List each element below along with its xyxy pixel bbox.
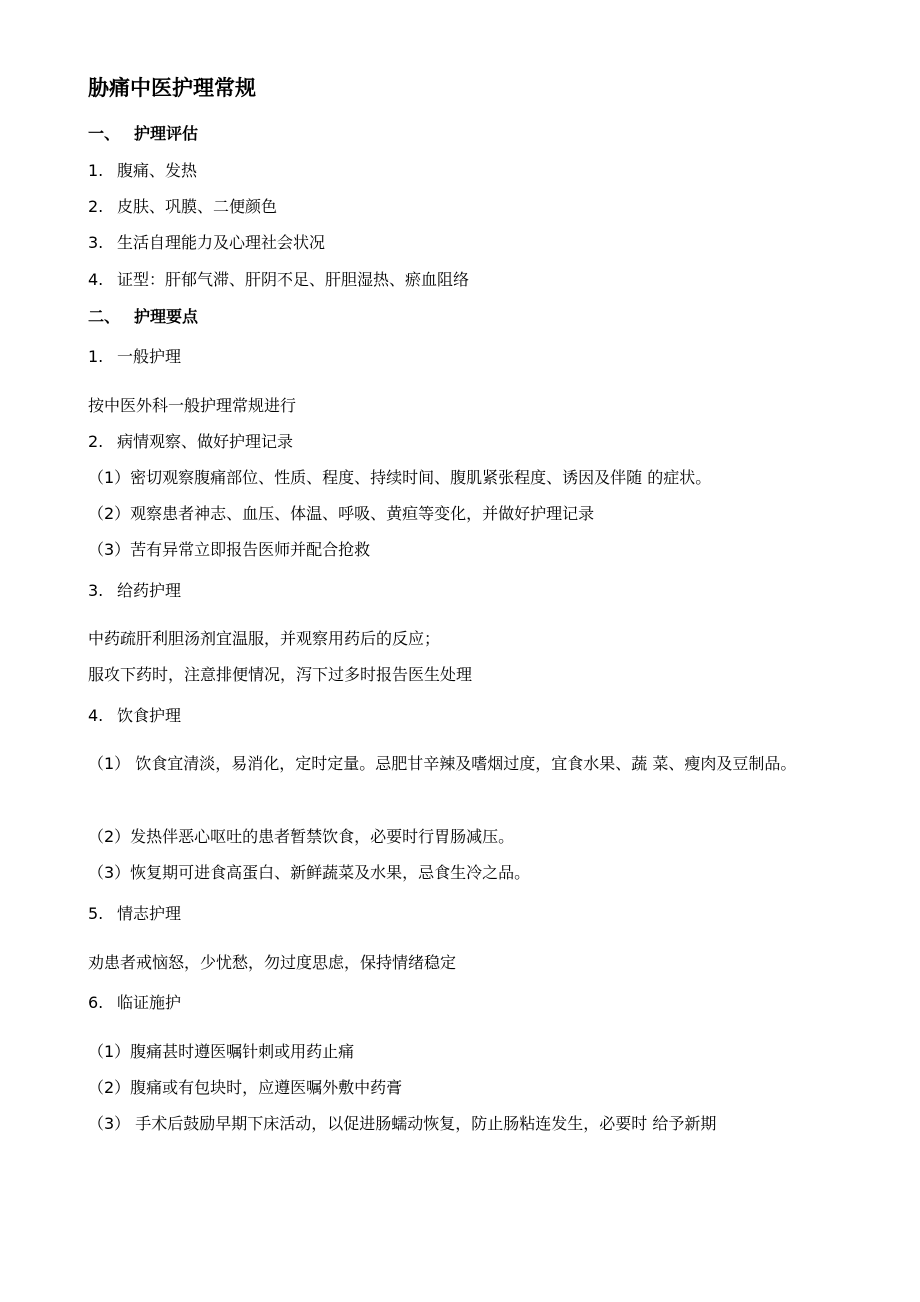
document-title: 胁痛中医护理常规 [88, 76, 256, 100]
list-item: （1）密切观察腹痛部位、性质、程度、持续时间、腹肌紧张程度、诱因及伴随 的症状。 [88, 468, 712, 487]
item-text: 证型：肝郁气滞、肝阴不足、肝胆湿热、瘀血阻络 [117, 270, 470, 289]
subsection-label: 一般护理 [117, 347, 182, 366]
item-number: 1. [88, 347, 104, 366]
item-number: 4. [88, 706, 104, 725]
list-item: （2）观察患者神志、血压、体温、呼吸、黄疸等变化，并做好护理记录 [88, 504, 595, 523]
subsection-label: 临证施护 [117, 993, 182, 1012]
list-item: （2）发热伴恶心呕吐的患者暂禁饮食，必要时行胃肠减压。 [88, 827, 515, 846]
section-heading-key-points [88, 307, 198, 327]
list-item [88, 233, 325, 253]
list-item: （1）腹痛甚时遵医嘱针刺或用药止痛 [88, 1042, 355, 1061]
list-item [88, 270, 469, 290]
list-item [88, 161, 197, 181]
item-number: 3. [88, 233, 104, 252]
item-number: 2. [88, 432, 104, 451]
subsection-label: 病情观察、做好护理记录 [117, 432, 294, 451]
list-item: （3） 手术后鼓励早期下床活动，以促进肠蠕动恢复，防止肠粘连发生，必要时 给予新期 [88, 1114, 717, 1133]
item-number: 6. [88, 993, 104, 1012]
list-item: （2）腹痛或有包块时，应遵医嘱外敷中药膏 [88, 1078, 403, 1097]
subsection-heading [88, 904, 181, 924]
subsection-label: 给药护理 [117, 581, 182, 600]
item-text: 生活自理能力及心理社会状况 [117, 233, 326, 252]
list-item: （1） 饮食宜清淡，易消化，定时定量。忌肥甘辛辣及嗜烟过度，宜食水果、蔬 菜、瘦肉及豆制品。 [88, 754, 797, 773]
section-number: 一、 [88, 124, 121, 143]
section-number: 二、 [88, 307, 121, 326]
list-item [88, 197, 277, 217]
list-item: （3）苦有异常立即报告医师并配合抢救 [88, 540, 371, 559]
item-text: 腹痛、发热 [117, 161, 198, 180]
section-heading-assessment [88, 124, 198, 144]
paragraph: 中药疏肝利胆汤剂宜温服，并观察用药后的反应； [88, 629, 441, 648]
section-label: 护理评估 [134, 124, 199, 143]
subsection-heading [88, 993, 181, 1013]
paragraph: 按中医外科一般护理常规进行 [88, 396, 297, 415]
item-number: 5. [88, 904, 104, 923]
subsection-heading [88, 432, 293, 452]
subsection-heading [88, 706, 181, 726]
subsection-label: 情志护理 [117, 904, 182, 923]
subsection-label: 饮食护理 [117, 706, 182, 725]
subsection-heading [88, 347, 181, 367]
item-number: 4. [88, 270, 104, 289]
list-item: （3）恢复期可进食高蛋白、新鲜蔬菜及水果，忌食生冷之品。 [88, 863, 531, 882]
section-label: 护理要点 [134, 307, 199, 326]
item-number: 2. [88, 197, 104, 216]
item-text: 皮肤、巩膜、二便颜色 [117, 197, 278, 216]
item-number: 3. [88, 581, 104, 600]
paragraph: 服攻下药时，注意排便情况，泻下过多时报告医生处理 [88, 665, 473, 684]
item-number: 1. [88, 161, 104, 180]
paragraph: 劝患者戒恼怒，少忧愁，勿过度思虑，保持情绪稳定 [88, 953, 457, 972]
subsection-heading [88, 581, 181, 601]
